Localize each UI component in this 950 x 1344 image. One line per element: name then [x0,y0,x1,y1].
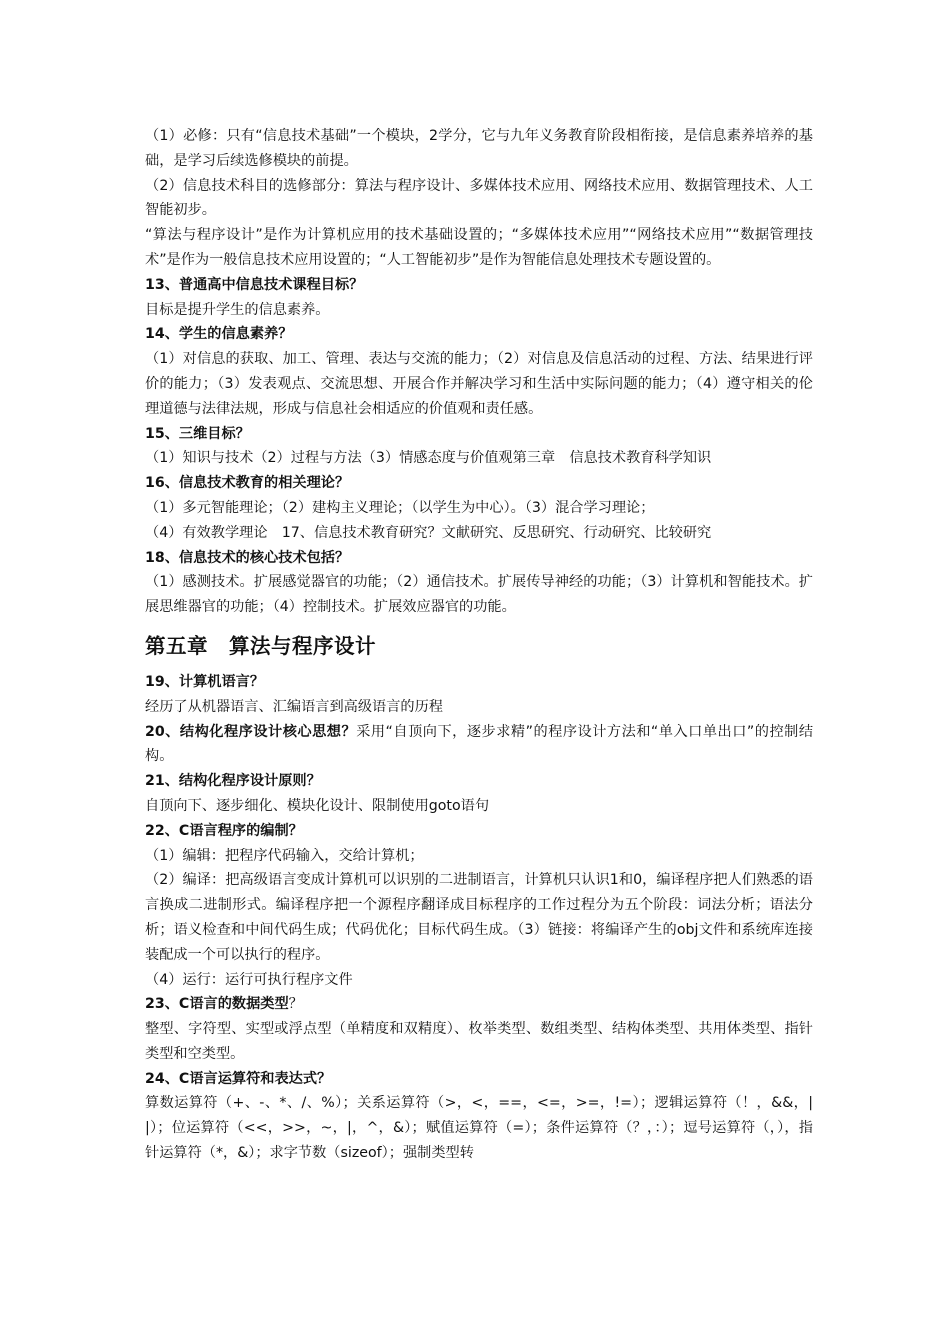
question-20-paragraph [145,720,813,770]
question-16-heading: 16、信息技术教育的相关理论？ [145,475,350,492]
question-21-heading: 21、结构化程序设计原则？ [145,773,321,790]
question-20-heading: 20、结构化程序设计核心思想？ [145,723,357,740]
answer-18: （1）感测技术。扩展感觉器官的功能；（2）通信技术。扩展传导神经的功能；（3）计算机和智能技术。扩展思维器官的功能；（4）控制技术。扩展效应器官的功能。 [145,574,813,616]
question-13-heading: 13、普通高中信息技术课程目标？ [145,276,364,293]
chapter-5-heading: 第五章 算法与程序设计 [145,633,376,658]
question-23-heading: 23、C语言的数据类型 [145,996,289,1013]
question-24-heading: 24、C语言运算符和表达式？ [145,1070,332,1087]
question-22-heading: 22、C语言程序的编制？ [145,822,303,839]
paragraph-elective-modules: （2）信息技术科目的选修部分：算法与程序设计、多媒体技术应用、网络技术应用、数据管理技术、人工智能初步。 [145,177,813,219]
answer-23: 整型、字符型、实型或浮点型（单精度和双精度）、枚举类型、数组类型、结构体类型、共用体类型、指针类型和空类型。 [145,1021,813,1062]
answer-22-run: （4）运行：运行可执行程序文件 [145,971,353,988]
document-page [145,124,813,1166]
answer-22-edit: （1）编辑：把程序代码输入，交给计算机； [145,847,424,864]
question-14-heading: 14、学生的信息素养？ [145,326,293,343]
question-23-mark: ？ [288,996,303,1013]
answer-20: 采用“自顶向下，逐步求精”的程序设计方法和“单入口单出口”的控制结构。 [145,723,814,765]
answer-15: （1）知识与技术（2）过程与方法（3）情感态度与价值观第三章 信息技术教育科学知识 [145,450,712,467]
answer-14: （1）对信息的获取、加工、管理、表达与交流的能力；（2）对信息及信息活动的过程、方法、结果进行评价的能力；（3）发表观点、交流思想、开展合作并解决学习和生活中实际问题的能力；（4）遵守相关的伦理道德与法律法规，形成与信息社会相适应的价值观和责任感。 [145,351,813,417]
answer-22-compile-link: （2）编译：把高级语言变成计算机可以识别的二进制语言，计算机只认识1和0，编译程序把人们熟悉的语言换成二进制形式。编译程序把一个源程序翻译成目标程序的工作过程分为五个阶段：词法分析；语法分析；语义检查和中间代码生成；代码优化；目标代码生成。（3）链接：将编译产生的obj文件和系统库连接装配成一个可以执行的程序。 [145,872,813,963]
answer-19: 经历了从机器语言、汇编语言到高级语言的历程 [145,698,443,715]
answer-13: 目标是提升学生的信息素养。 [145,301,330,318]
question-19-heading: 19、计算机语言？ [145,673,265,690]
answer-24: 算数运算符（+、-、*、/、%）；关系运算符（>，<，==，<=，>=，!=）；逻辑运算符（！，&&，||）；位运算符（<<，>>，~，|，^，&）；赋值运算符（=）；条件运算符（？，：）；逗号运算符（，），指针运算符（*，&）；求字节数（sizeof）；强制类型转 [145,1095,813,1162]
answer-16-line2: （4）有效教学理论 17、信息技术教育研究？文献研究、反思研究、行动研究、比较研究 [145,524,712,541]
answer-21: 自顶向下、逐步细化、模块化设计、限制使用goto语句 [145,797,490,814]
answer-16-line1: （1）多元智能理论；（2）建构主义理论；（以学生为中心）。（3）混合学习理论； [145,499,655,516]
question-23-paragraph [145,992,813,1017]
question-15-heading: 15、三维目标？ [145,425,250,442]
question-18-heading: 18、信息技术的核心技术包括？ [145,549,350,566]
paragraph-module-purposes: “算法与程序设计”是作为计算机应用的技术基础设置的；“多媒体技术应用”“网络技术应用”“数据管理技术”是作为一般信息技术应用设置的；“人工智能初步”是作为智能信息处理技术专题设置的。 [145,227,813,268]
paragraph-compulsory-module: （1）必修：只有“信息技术基础”一个模块，2学分，它与九年义务教育阶段相衔接，是信息素养培养的基础，是学习后续选修模块的前提。 [145,128,813,169]
